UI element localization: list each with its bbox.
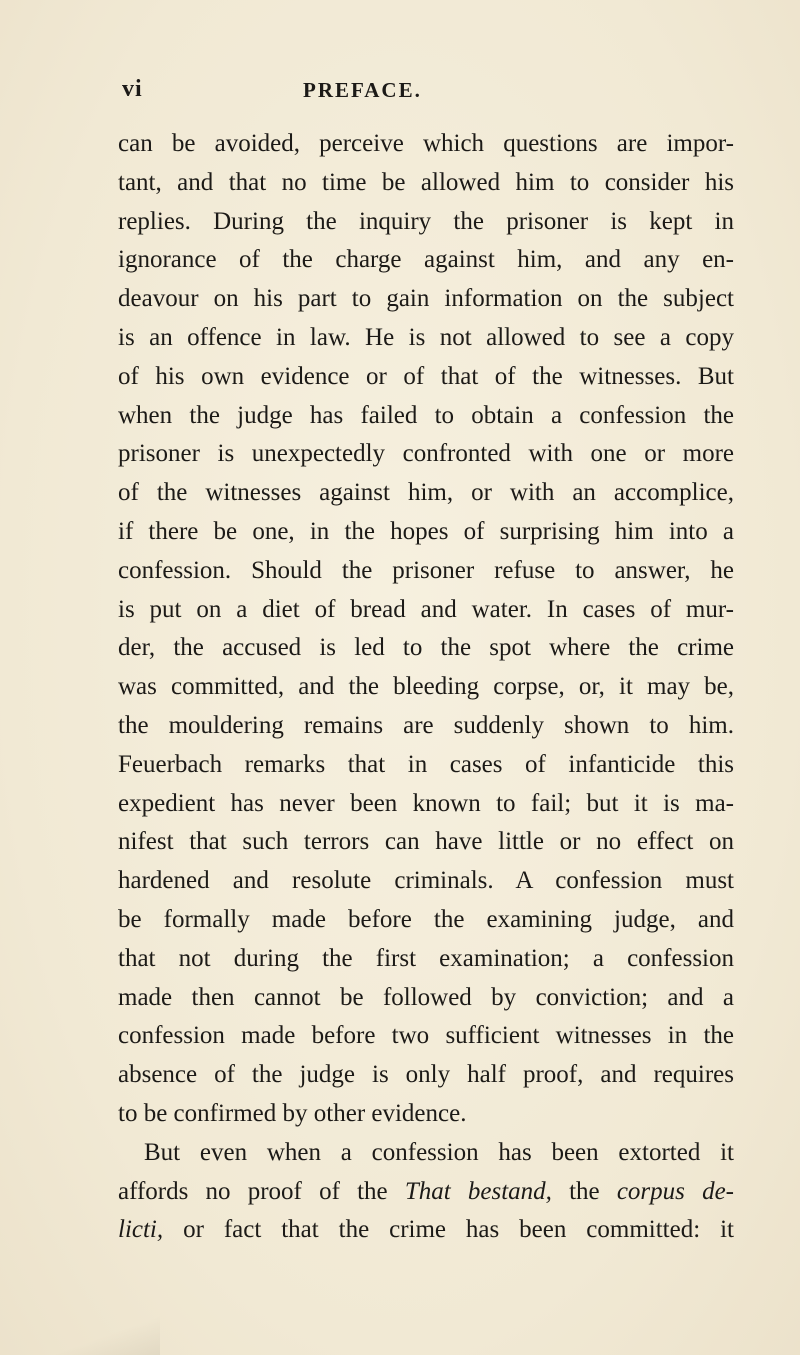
running-head	[122, 76, 730, 106]
text-line: confession. Should the prisoner refuse to answer, he	[118, 556, 734, 584]
text-run: affords no proof of the	[118, 1177, 405, 1205]
text-line: confession made before two sufficient witnesses in the	[118, 1022, 734, 1050]
text-line: can be avoided, perceive which questions are impor-	[118, 130, 734, 157]
text-line: nifest that such terrors can have little or no effect on	[118, 828, 734, 856]
text-line-italics	[118, 1211, 734, 1250]
text-line: ignorance of the charge against him, and any en-	[118, 246, 734, 274]
text-line: replies. During the inquiry the prisoner is kept in	[118, 207, 734, 235]
text-line: der, the accused is led to the spot where the crime	[118, 634, 734, 662]
text-line-italics	[118, 1173, 734, 1212]
body-text	[118, 125, 734, 1250]
text-line: be formally made before the examining judge, and	[118, 905, 734, 933]
page-number: vi	[122, 76, 143, 102]
text-line: deavour on his part to gain information on the subject	[118, 285, 734, 313]
text-line: of his own evidence or of that of the witnesses. But	[118, 362, 734, 390]
text-line: the mouldering remains are suddenly shown to him.	[118, 711, 734, 739]
page-edge-shadow	[0, 1315, 160, 1355]
running-title: PREFACE.	[303, 78, 422, 102]
italic-phrase: That bestand,	[404, 1177, 552, 1205]
text-line: made then cannot be followed by conviction; and a	[118, 983, 734, 1011]
text-line: But even when a confession has been extorted it	[144, 1138, 734, 1166]
text-line: Feuerbach remarks that in cases of infanticide this	[118, 750, 734, 778]
text-line: if there be one, in the hopes of surprising him into a	[118, 517, 734, 545]
text-line: was committed, and the bleeding corpse, or, it may be,	[118, 673, 734, 701]
text-line: is put on a diet of bread and water. In cases of mur-	[118, 595, 734, 623]
italic-phrase: corpus de-	[616, 1177, 734, 1205]
text-line: absence of the judge is only half proof, and requires	[118, 1061, 734, 1089]
text-line: when the judge has failed to obtain a confession the	[118, 401, 734, 429]
text-line: tant, and that no time be allowed him to consider his	[118, 168, 734, 196]
text-run: or fact that the crime has been committed: it	[163, 1216, 734, 1244]
italic-phrase: licti,	[118, 1216, 164, 1244]
text-line: prisoner is unexpectedly confronted with one or more	[118, 440, 734, 468]
text-line: is an offence in law. He is not allowed to see a copy	[118, 323, 734, 351]
text-run: the	[551, 1177, 617, 1205]
text-line: hardened and resolute criminals. A confession must	[118, 867, 734, 895]
text-line: expedient has never been known to fail; but it is ma-	[118, 789, 734, 817]
text-line: that not during the first examination; a confession	[118, 944, 734, 972]
text-line: to be confirmed by other evidence.	[118, 1099, 467, 1127]
text-line: of the witnesses against him, or with an accomplice,	[118, 479, 734, 507]
